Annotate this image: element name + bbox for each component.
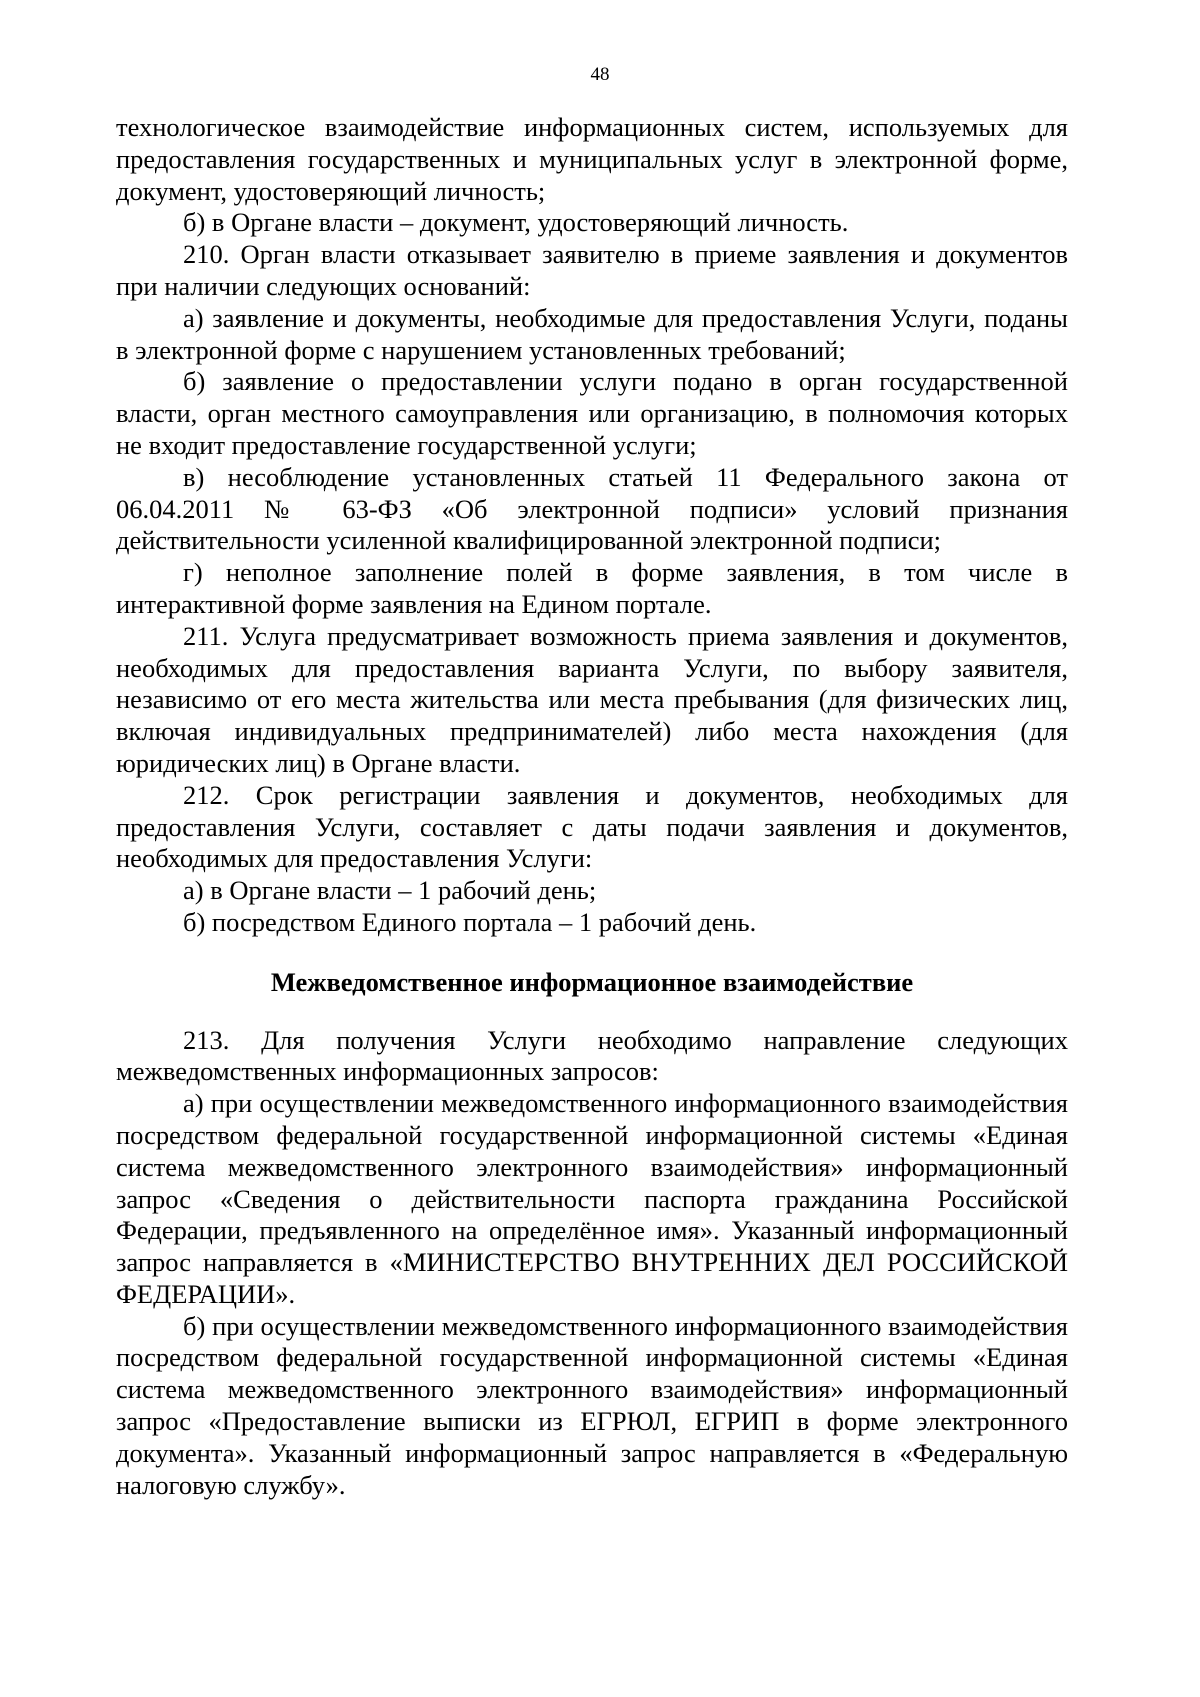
paragraph: 211. Услуга предусматривает возможность приема заявления и документов, необходимых для предоставления варианта Услуги, по выбору заявителя, независимо от его места жительства или места пребывания (для физических лиц, включая индивидуальных предпринимателей) либо места нахождения (для юридических лиц) в Органе власти.	[116, 620, 1068, 778]
paragraph: 213. Для получения Услуги необходимо направление следующих межведомственных информационных запросов:	[116, 1024, 1068, 1087]
document-body	[116, 112, 1068, 1501]
paragraph: б) заявление о предоставлении услуги подано в орган государственной власти, орган местного самоуправления или организацию, в полномочия которых не входит предоставление государственной услуги;	[116, 366, 1068, 460]
paragraph: технологическое взаимодействие информационных систем, используемых для предоставления государственных и муниципальных услуг в электронной форме, документ, удостоверяющий личность;	[116, 112, 1068, 206]
paragraph: 212. Срок регистрации заявления и документов, необходимых для предоставления Услуги, составляет с даты подачи заявления и документов, необходимых для предоставления Услуги:	[116, 779, 1068, 874]
paragraph: г) неполное заполнение полей в форме заявления, в том числе в интерактивной форме заявления на Едином портале.	[116, 557, 1068, 619]
paragraph: а) заявление и документы, необходимые для предоставления Услуги, поданы в электронной форме с нарушением установленных требований;	[116, 302, 1068, 365]
paragraph: б) в Органе власти – документ, удостоверяющий личность.	[183, 207, 849, 238]
paragraph: б) посредством Единого портала – 1 рабочий день.	[183, 906, 757, 937]
section-heading: Межведомственное информационное взаимодействие	[270, 966, 914, 997]
paragraph: в) несоблюдение установленных статьей 11 Федерального закона от 06.04.2011 № 63-ФЗ «Об электронной подписи» условий признания действительности усиленной квалифицированной электронной подписи;	[116, 461, 1068, 556]
paragraph: 210. Орган власти отказывает заявителю в приеме заявления и документов при наличии следующих оснований:	[116, 239, 1068, 301]
paragraph: а) в Органе власти – 1 рабочий день;	[183, 875, 597, 906]
paragraph: б) при осуществлении межведомственного информационного взаимодействия посредством федеральной государственной информационной системы «Единая система межведомственного электронного взаимодействия» информационный запрос «Предоставление выписки из ЕГРЮЛ, ЕГРИП в форме электронного документа». Указанный информационный запрос направляется в «Федеральную налоговую службу».	[116, 1310, 1068, 1500]
page-number: 48	[590, 64, 610, 85]
paragraph: а) при осуществлении межведомственного информационного взаимодействия посредством федеральной государственной информационной системы «Единая система межведомственного электронного взаимодействия» информационный запрос «Сведения о действительности паспорта гражданина Российской Федерации, предъявленного на определённое имя». Указанный информационный запрос направляется в «МИНИСТЕРСТВО ВНУТРЕННИХ ДЕЛ РОССИЙСКОЙ ФЕДЕРАЦИИ».	[116, 1088, 1068, 1309]
